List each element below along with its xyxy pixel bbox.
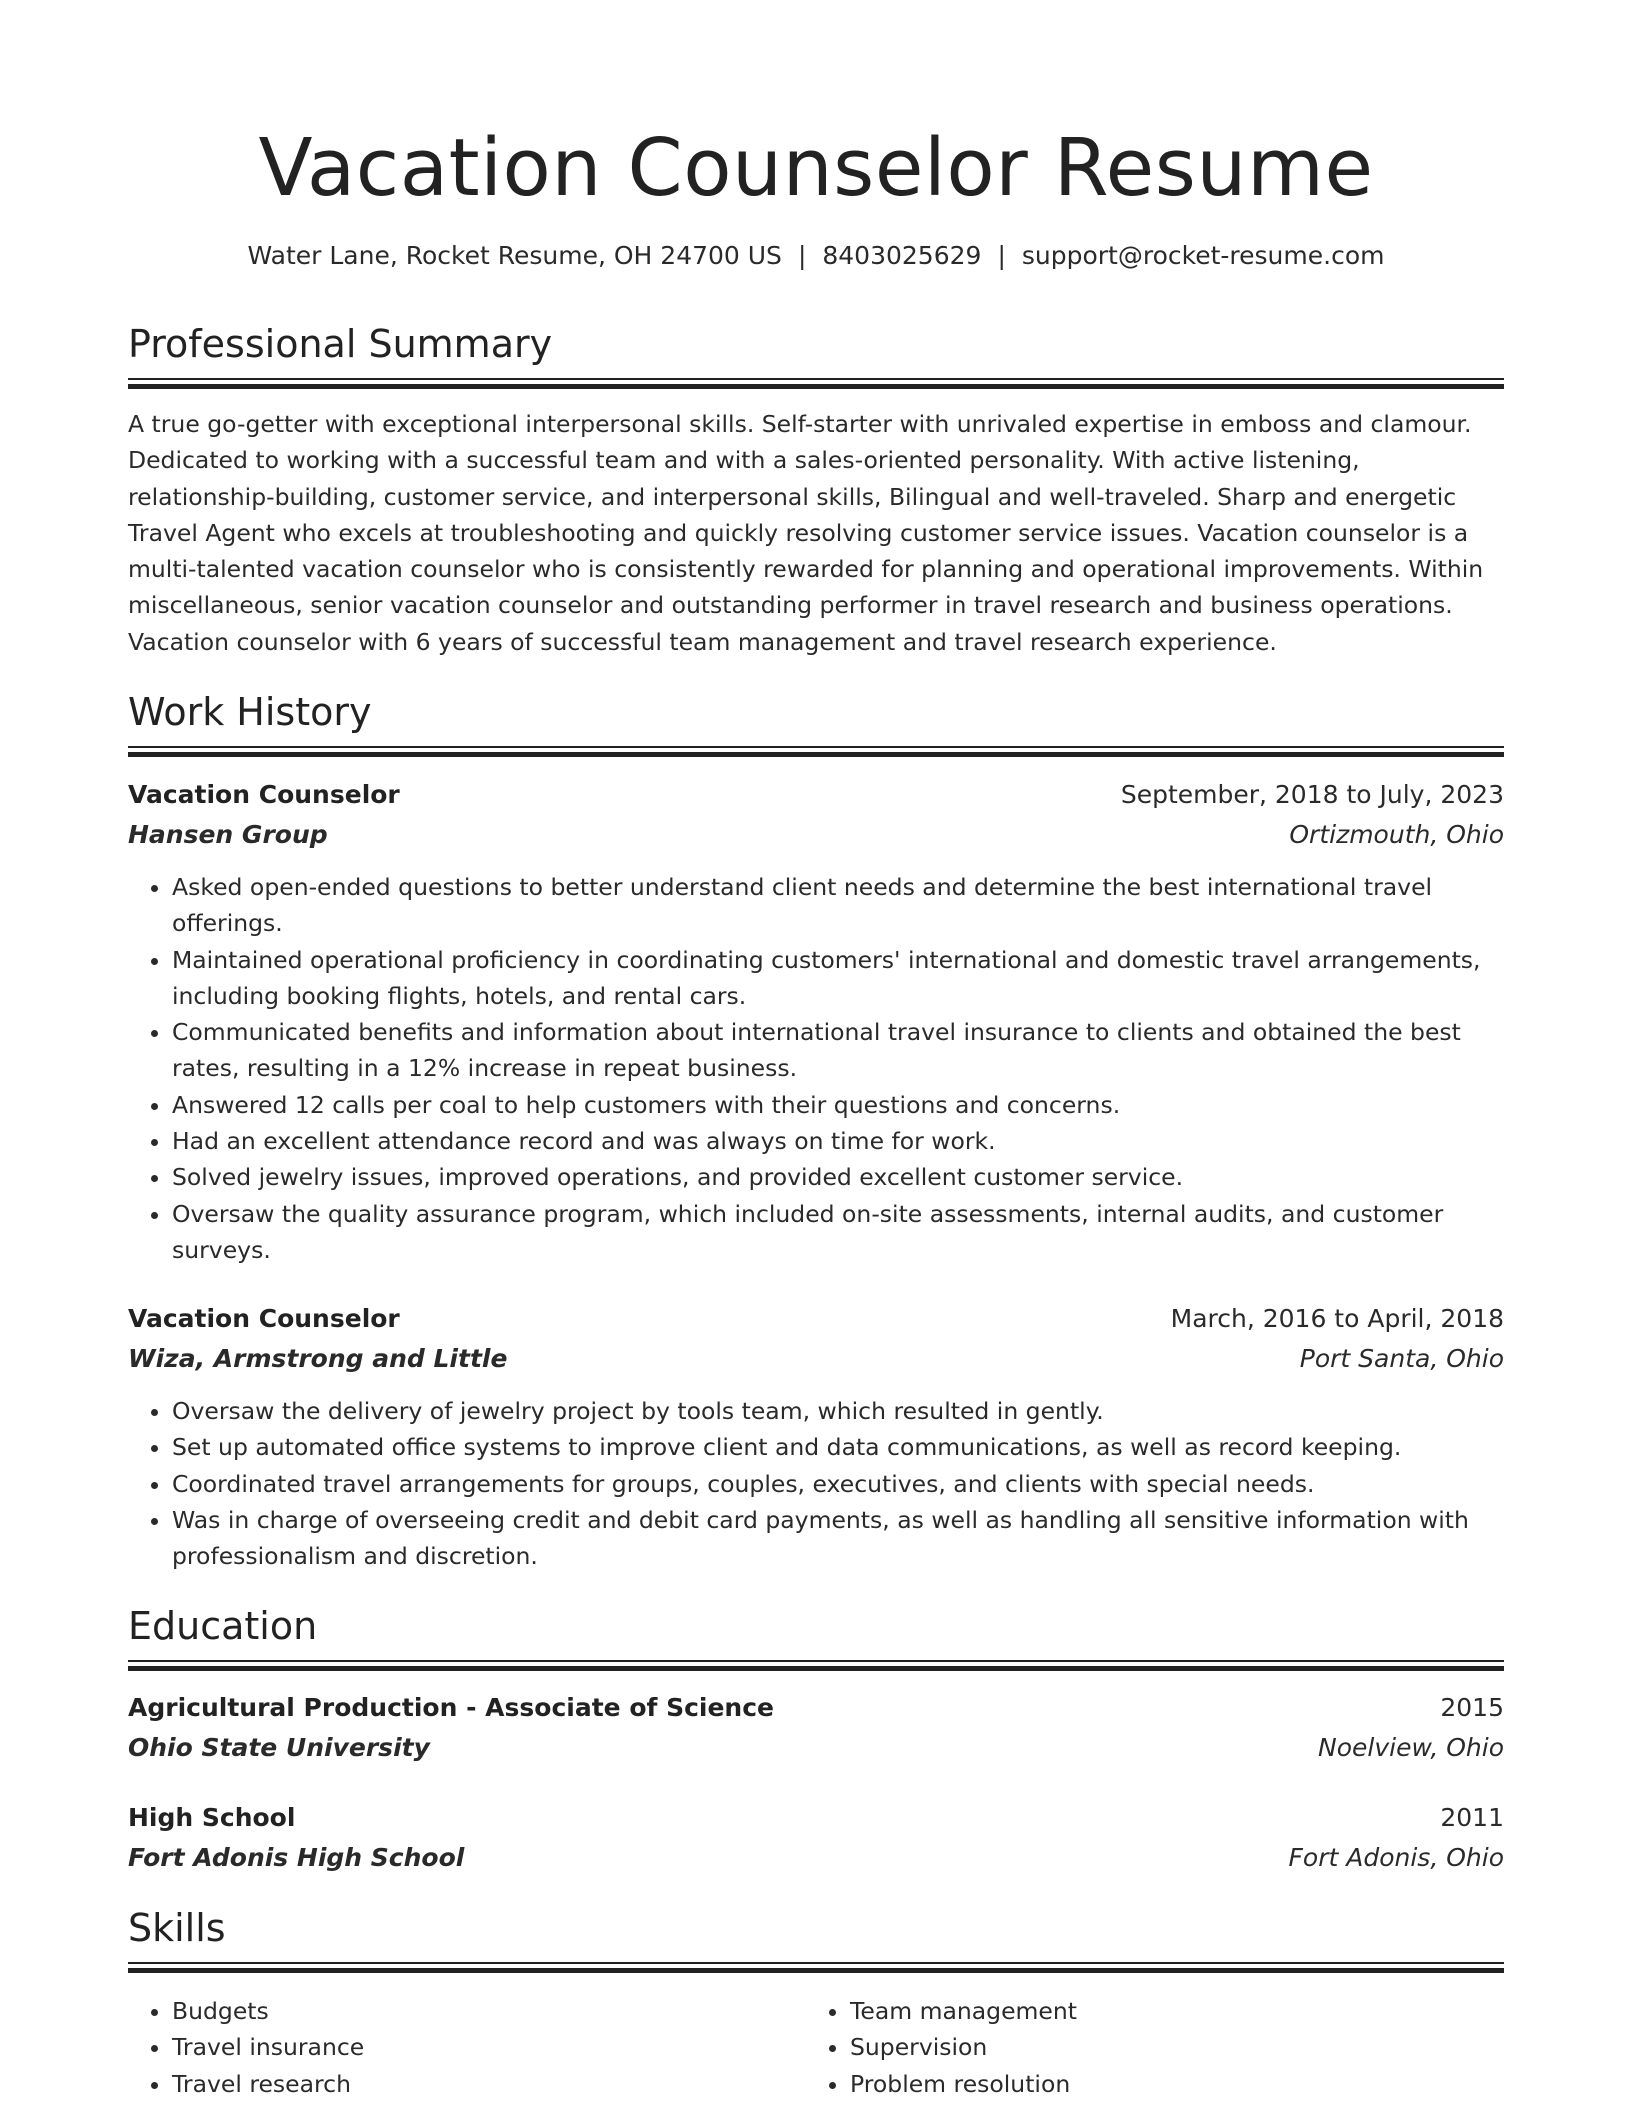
list-item: • Was in charge of overseeing credit and debit card payments, as well as handling all sensitive information with professionalism and discretion. xyxy=(172,1502,1504,1575)
job-subheader xyxy=(128,1339,1504,1379)
list-item: • Set up automated office systems to improve client and data communications, as well as record keeping. xyxy=(172,1429,1504,1465)
address: Water Lane, Rocket Resume, OH 24700 US xyxy=(247,241,782,270)
education-subheader xyxy=(128,1728,1504,1768)
job-title: Vacation Counselor xyxy=(128,1304,400,1333)
skills-list-left xyxy=(128,1993,364,2102)
list-item: • Maintained operational proficiency in coordinating customers' international and domestic travel arrangements, including booking flights, hotels, and rental cars. xyxy=(172,942,1504,1015)
school-location: Fort Adonis, Ohio xyxy=(1288,1843,1504,1872)
list-item: • Budgets xyxy=(172,1993,364,2029)
list-item: • Communicated benefits and information about international travel insurance to clients and obtained the best rates, resulting in a 12% increase in repeat business. xyxy=(172,1014,1504,1087)
skills-list-right xyxy=(806,1993,1077,2102)
company-name: Hansen Group xyxy=(128,820,328,849)
section-title-work: Work History xyxy=(128,690,372,734)
contact-line xyxy=(128,238,1504,274)
job-dates: March, 2016 to April, 2018 xyxy=(1170,1304,1504,1333)
school-name: Fort Adonis High School xyxy=(128,1843,465,1872)
list-item: • Team management xyxy=(850,1993,1077,2029)
section-title-skills: Skills xyxy=(128,1906,226,1950)
education-header xyxy=(128,1688,1504,1728)
list-item: • Travel research xyxy=(172,2066,364,2102)
company-name: Wiza, Armstrong and Little xyxy=(128,1344,508,1373)
degree: Agricultural Production - Associate of Science xyxy=(128,1693,774,1722)
degree: High School xyxy=(128,1803,296,1832)
job-location: Port Santa, Ohio xyxy=(1299,1344,1504,1373)
list-item: • Had an excellent attendance record and was always on time for work. xyxy=(172,1123,1504,1159)
job-title: Vacation Counselor xyxy=(128,780,400,809)
phone: 8403025629 xyxy=(822,241,982,270)
school-name: Ohio State University xyxy=(128,1733,430,1762)
job-header xyxy=(128,775,1504,815)
resume-title: Vacation Counselor Resume xyxy=(258,122,1374,214)
separator: | xyxy=(797,241,807,270)
summary-text: A true go-getter with exceptional interpersonal skills. Self-starter with unrivaled expertise in emboss and clamour. Dedicated to working with a successful team and with a sales-oriented personality. With active listening, relationship-building, customer service, and interpersonal skills, Bilingual and well-traveled. Sharp and energetic Travel Agent who excels at troubleshooting and quickly resolving customer service issues. Vacation counselor is a multi-talented vacation counselor who is consistently rewarded for planning and operational improvements. Within miscellaneous, senior vacation counselor and outstanding performer in travel research and business operations. Vacation counselor with 6 years of successful team management and travel research experience. xyxy=(128,410,1484,656)
list-item: • Answered 12 calls per coal to help customers with their questions and concerns. xyxy=(172,1087,1504,1123)
section-divider xyxy=(128,1660,1504,1670)
job-bullets xyxy=(128,869,1504,1268)
section-divider xyxy=(128,746,1504,756)
list-item: • Problem resolution xyxy=(850,2066,1077,2102)
list-item: • Coordinated travel arrangements for groups, couples, executives, and clients with special needs. xyxy=(172,1466,1504,1502)
list-item: • Oversaw the quality assurance program, which included on-site assessments, internal audits, and customer surveys. xyxy=(172,1196,1504,1269)
section-title-summary: Professional Summary xyxy=(128,322,553,366)
list-item: • Oversaw the delivery of jewelry project by tools team, which resulted in gently. xyxy=(172,1393,1504,1429)
school-location: Noelview, Ohio xyxy=(1318,1733,1504,1762)
list-item: • Solved jewelry issues, improved operations, and provided excellent customer service. xyxy=(172,1159,1504,1195)
section-title-education: Education xyxy=(128,1604,318,1648)
education-header xyxy=(128,1798,1504,1838)
section-divider xyxy=(128,1962,1504,1972)
email-link[interactable]: support@rocket-resume.com xyxy=(1021,241,1385,270)
graduation-year: 2011 xyxy=(1440,1803,1504,1832)
section-divider xyxy=(128,378,1504,388)
separator: | xyxy=(997,241,1006,270)
education-subheader xyxy=(128,1838,1504,1878)
job-header xyxy=(128,1299,1504,1339)
job-dates: September, 2018 to July, 2023 xyxy=(1120,780,1504,809)
list-item: • Asked open-ended questions to better understand client needs and determine the best international travel offerings. xyxy=(172,869,1504,942)
job-subheader xyxy=(128,815,1504,855)
list-item: • Supervision xyxy=(850,2029,1077,2065)
job-bullets xyxy=(128,1393,1504,1574)
job-location: Ortizmouth, Ohio xyxy=(1289,820,1504,849)
graduation-year: 2015 xyxy=(1440,1693,1504,1722)
list-item: • Travel insurance xyxy=(172,2029,364,2065)
